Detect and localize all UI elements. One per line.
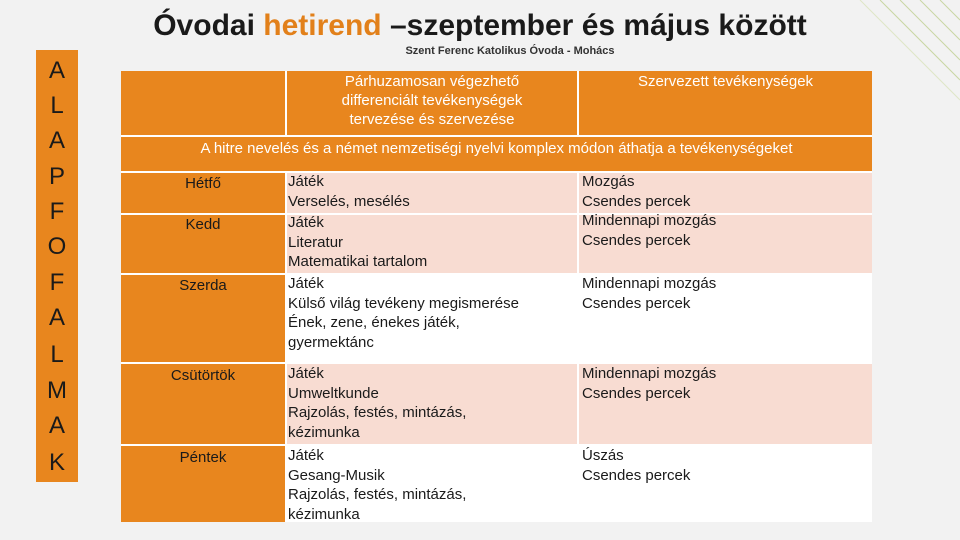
activity-line: Rajzolás, festés, mintázás,: [288, 404, 467, 421]
header-activities-line: tervezése és szervezése: [349, 111, 515, 128]
activity-line: kézimunka: [288, 505, 360, 523]
organized-line: Csendes percek: [582, 294, 691, 312]
organized-line: Csendes percek: [582, 231, 691, 249]
side-letter: P: [48, 163, 65, 190]
organized-line: Úszás: [582, 447, 624, 464]
header-activities-line: Párhuzamosan végezhető: [344, 73, 520, 90]
activities-cell-friday: [288, 446, 573, 524]
activity-line: Játék: [288, 447, 324, 464]
organized-cell-friday: [582, 446, 867, 485]
activity-line: gyermektánc: [288, 333, 374, 351]
side-letter: A: [48, 412, 65, 439]
day-label: Szerda: [179, 277, 227, 294]
activity-line: kézimunka: [288, 423, 360, 441]
day-label: Péntek: [179, 449, 227, 466]
activities-cell-wednesday: [288, 274, 573, 352]
side-letter: M: [47, 377, 67, 404]
organized-line: Mindennapi mozgás: [582, 365, 717, 382]
activity-line: Játék: [288, 214, 324, 231]
organized-cell-wednesday: [582, 274, 867, 313]
organized-line: Mindennapi mozgás: [582, 212, 717, 229]
organized-line: Mindennapi mozgás: [582, 275, 717, 292]
header-activities-text: [287, 72, 577, 129]
side-letter: A: [48, 127, 65, 154]
column-divider: [577, 173, 579, 522]
activity-line: Literatur: [288, 233, 344, 251]
title-accent: hetirend: [263, 9, 382, 42]
day-label: Csütörtök: [170, 367, 236, 384]
side-letter: F: [49, 269, 65, 296]
side-letter: A: [48, 304, 65, 331]
side-letter: A: [48, 57, 65, 84]
organized-cell-monday-tuesday: [582, 172, 867, 250]
activities-cell-thursday: [288, 364, 573, 442]
organized-line: Mozgás: [582, 173, 635, 190]
page-subtitle: Szent Ferenc Katolikus Óvoda - Mohács: [405, 45, 615, 57]
activity-line: Umweltkunde: [288, 384, 379, 402]
activity-line: Ének, zene, énekes játék,: [288, 314, 460, 331]
day-label: Kedd: [185, 216, 221, 233]
side-letter: L: [50, 92, 64, 119]
side-letter: K: [48, 449, 65, 476]
activity-line: Játék: [288, 365, 324, 382]
activity-line: Matematikai tartalom: [288, 253, 428, 270]
activity-line: Játék: [288, 275, 324, 292]
activities-cell-tuesday: [288, 213, 573, 272]
activity-line: Verselés, mesélés: [288, 192, 410, 210]
activity-line: Rajzolás, festés, mintázás,: [288, 486, 467, 503]
side-letter: O: [47, 233, 67, 260]
header-organized-text: Szervezett tevékenységek: [637, 73, 814, 90]
activity-line: Gesang-Musik: [288, 466, 385, 484]
banner-text: A hitre nevelés és a német nemzetiségi nyelvi komplex módon áthatja a tevékenységeket: [200, 140, 793, 157]
activity-line: Játék: [288, 173, 324, 190]
day-label: Hétfő: [185, 175, 221, 192]
organized-cell-thursday: [582, 364, 867, 403]
organized-line: Csendes percek: [582, 466, 691, 484]
side-letter: F: [49, 198, 65, 225]
organized-line: Csendes percek: [582, 192, 691, 210]
activities-cell-monday: [288, 172, 573, 211]
activity-line: Külső világ tevékeny megismerése: [288, 294, 519, 312]
organized-line: Csendes percek: [582, 384, 691, 402]
title-suffix: –szeptember és május között: [381, 9, 807, 42]
title-prefix: Óvodai: [153, 9, 264, 42]
header-activities-line: differenciált tevékenységek: [341, 92, 523, 109]
page-title: [0, 6, 960, 46]
side-letter: L: [50, 341, 64, 368]
header-cell-day: [121, 71, 285, 135]
